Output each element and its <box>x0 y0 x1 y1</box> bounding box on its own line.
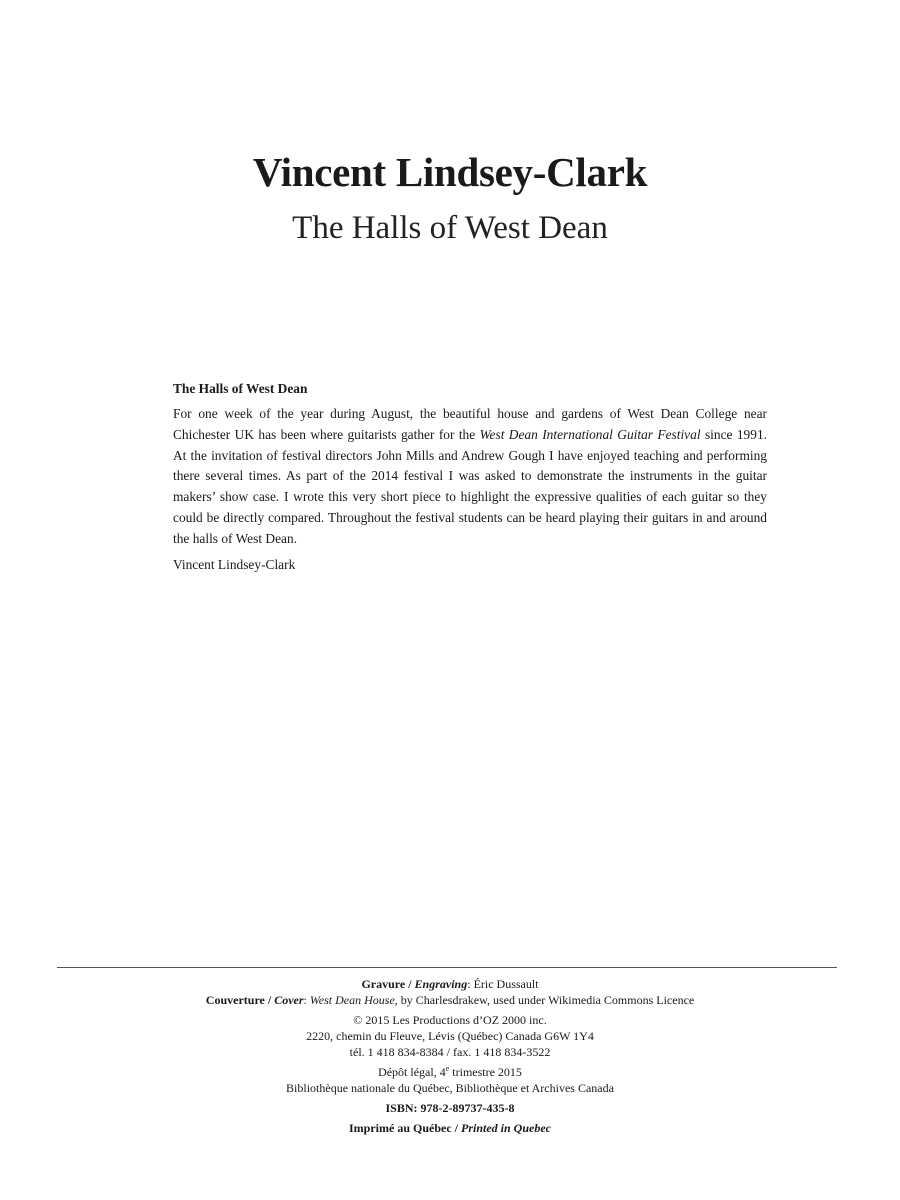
engraving-credit <box>0 976 900 992</box>
cover-value: , by Charlesdrakew, used under Wikimedia Commons Licence <box>394 993 695 1007</box>
libraries: Bibliothèque nationale du Québec, Bibliothèque et Archives Canada <box>286 1081 614 1095</box>
printed-fr: Imprimé au Québec / <box>349 1121 461 1135</box>
notes-body-text: since 1991. At the invitation of festival directors John Mills and Andrew Gough I have enjoyed teaching and performing there several times. As part of the 2014 festival I was asked to demonstrate the instruments in the guitar makers’ show case. I wrote this very short piece to highlight the expressive qualities of each guitar so they could be directly compared. Throughout the festival students can be heard playing their guitars in and around the halls of West Dean. <box>173 426 767 546</box>
notes-signature: Vincent Lindsey-Clark <box>173 556 296 572</box>
address: 2220, chemin du Fleuve, Lévis (Québec) Canada G6W 1Y4 <box>306 1029 594 1043</box>
colophon <box>0 976 900 1136</box>
legal-deposit <box>0 1064 900 1080</box>
cover-credit <box>0 992 900 1008</box>
notes-heading: The Halls of West Dean <box>173 381 308 396</box>
legal-deposit-suffix: trimestre 2015 <box>449 1065 522 1079</box>
engraving-label: Gravure / <box>361 977 415 991</box>
legal-deposit-prefix: Dépôt légal, 4 <box>378 1065 446 1079</box>
copyright: © 2015 Les Productions d’OZ 2000 inc. <box>353 1013 547 1027</box>
cover-title: West Dean House <box>309 993 395 1007</box>
engraving-value: : Éric Dussault <box>467 977 539 991</box>
cover-sep: : <box>303 993 310 1007</box>
page-title: Vincent Lindsey-Clark <box>252 149 648 195</box>
notes-body <box>173 404 767 550</box>
isbn-text: ISBN: 978-2-89737-435-8 <box>385 1101 515 1115</box>
program-notes <box>173 379 767 575</box>
legal-deposit-sup: e <box>445 1064 450 1073</box>
printed-in <box>0 1120 900 1136</box>
phone-fax: tél. 1 418 834-8384 / fax. 1 418 834-3522 <box>349 1045 551 1059</box>
festival-name: West Dean International Guitar Festival <box>479 426 701 442</box>
cover-label-en: Cover <box>274 993 304 1007</box>
notes-body-text: For one week of the year during August, the beautiful house and gardens of West Dean College near Chichester UK has been where guitarists gather for the <box>173 406 767 442</box>
isbn <box>0 1100 900 1116</box>
engraving-label-en: Engraving <box>414 977 468 991</box>
cover-label: Couverture / <box>205 993 275 1007</box>
colophon-divider <box>57 967 837 968</box>
printed-en: Printed in Quebec <box>461 1121 551 1135</box>
page-subtitle: The Halls of West Dean <box>292 210 608 246</box>
